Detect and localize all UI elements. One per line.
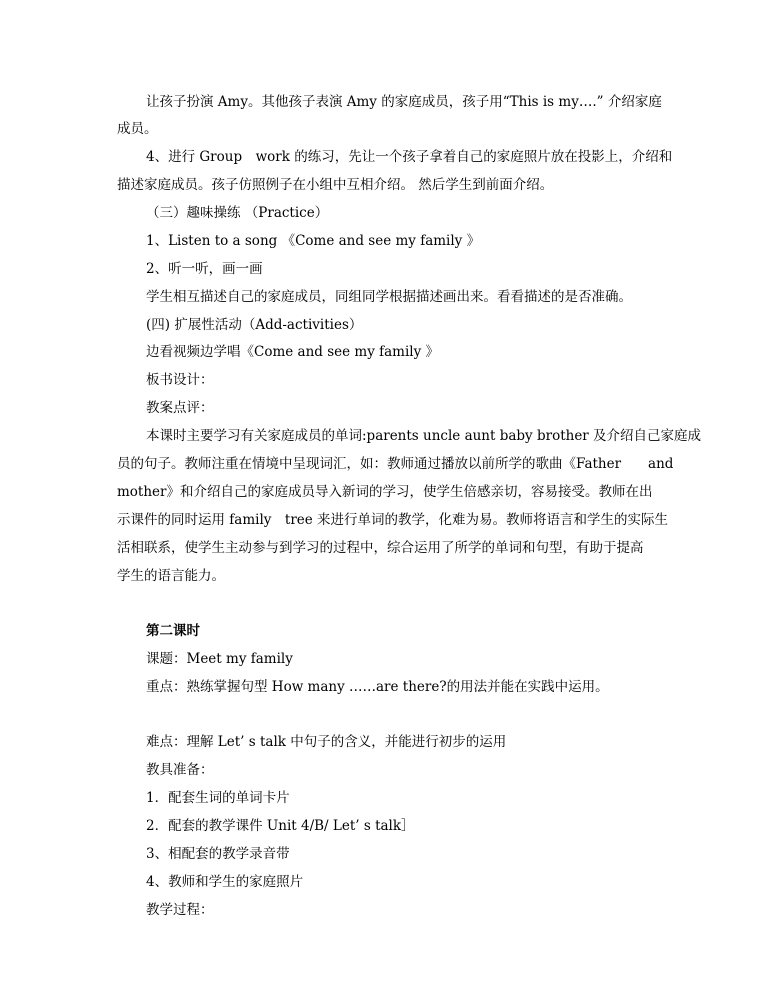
list-item: 边看视频边学唱《Come and see my family 》 — [146, 344, 440, 360]
list-item: 2、听一听，画一画 — [146, 261, 263, 277]
comment-line: 学生的语言能力。 — [117, 568, 225, 584]
paragraph-line: 成员。 — [117, 121, 158, 137]
board-design-label: 板书设计： — [146, 372, 214, 388]
comment-line: 员的句子。教师注重在情境中呈现词汇，如：教师通过播放以前所学的歌曲《Father and — [117, 456, 674, 472]
section-heading-add-activities: (四) 扩展性活动（Add-activities） — [146, 317, 363, 333]
comment-line: 活相联系，使学生主动参与到学习的过程中，综合运用了所学的单词和句型，有助于提高 — [117, 540, 644, 556]
process-label: 教学过程： — [146, 902, 214, 918]
paragraph-line: 学生相互描述自己的家庭成员，同组同学根据描述画出来。看看描述的是否准确。 — [146, 289, 632, 305]
materials-item: 3、相配套的教学录音带 — [146, 846, 290, 862]
comment-label: 教案点评： — [146, 400, 214, 416]
comment-line: 示课件的同时运用 family tree 来进行单词的教学，化难为易。教师将语言和学生的实际生 — [117, 512, 669, 528]
section-heading-practice: （三）趣味操练 （Practice） — [146, 205, 329, 221]
list-item: 1、Listen to a song 《Come and see my family 》 — [146, 233, 481, 249]
comment-line: mother》和介绍自己的家庭成员导入新词的学习，使学生倍感亲切，容易接受。教师在出 — [117, 484, 653, 500]
lesson-difficulty: 难点：理解 Let’ s talk 中句子的含义，并能进行初步的运用 — [146, 734, 507, 750]
paragraph-line: 4、进行 Group work 的练习，先让一个孩子拿着自己的家庭照片放在投影上，介绍和 — [146, 149, 673, 165]
comment-line: 本课时主要学习有关家庭成员的单词:parents uncle aunt baby brother 及介绍自己家庭成 — [146, 428, 702, 444]
materials-label: 教具准备： — [146, 762, 214, 778]
materials-item: 1．配套生词的单词卡片 — [146, 790, 290, 806]
paragraph-line: 让孩子扮演 Amy。其他孩子表演 Amy 的家庭成员，孩子用“This is my….” 介绍家庭 — [146, 94, 662, 110]
lesson-heading: 第二课时 — [146, 623, 200, 639]
materials-item: 2．配套的教学课件 Unit 4/B/ Let’ s talk］ — [146, 818, 415, 834]
materials-item: 4、教师和学生的家庭照片 — [146, 874, 304, 890]
lesson-key-point: 重点：熟练掌握句型 How many ……are there?的用法并能在实践中运用。 — [146, 679, 609, 695]
lesson-topic: 课题：Meet my family — [146, 651, 293, 667]
paragraph-line: 描述家庭成员。孩子仿照例子在小组中互相介绍。 然后学生到前面介绍。 — [117, 177, 554, 193]
